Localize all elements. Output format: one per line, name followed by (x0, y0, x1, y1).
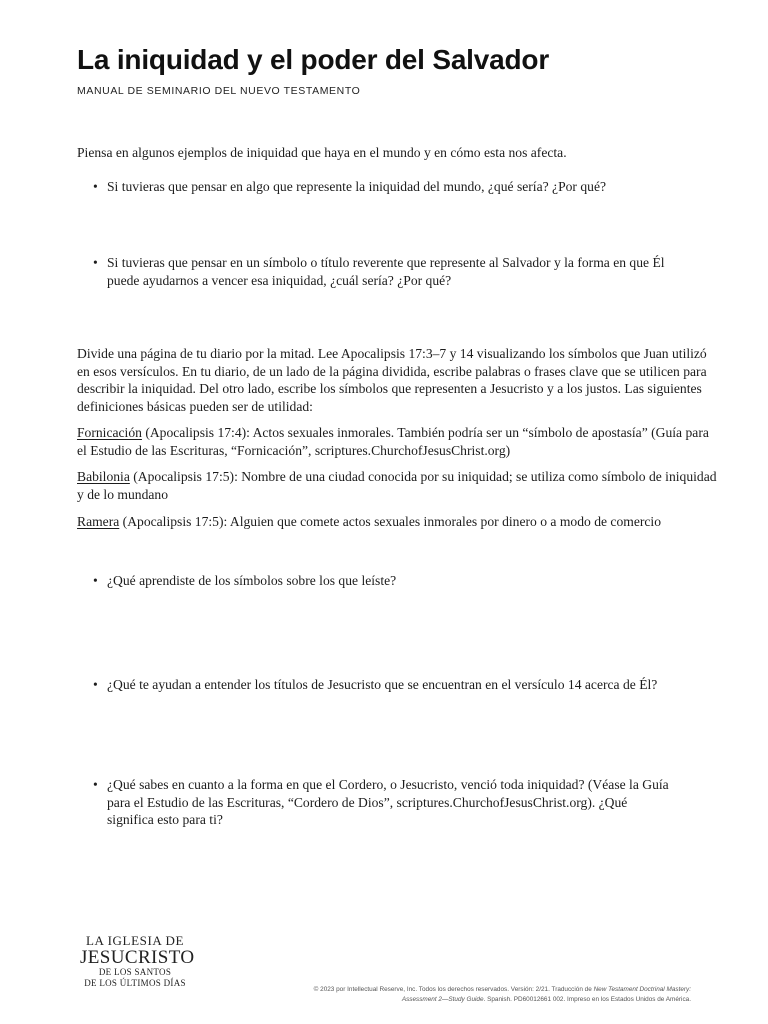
footer-text: © 2023 por Intellectual Reserve, Inc. Todos los derechos reservados. Versión: 2/21. Traducción de (313, 986, 594, 993)
intro-paragraph: Piensa en algunos ejemplos de iniquidad que haya en el mundo y en cómo esta nos afecta. (77, 145, 567, 160)
bullet-icon: • (93, 255, 98, 270)
definition-term: Babilonia (77, 469, 130, 484)
bullet-icon: • (93, 677, 98, 692)
page-title: La iniquidad y el poder del Salvador (77, 44, 550, 75)
instructions-paragraph: Divide una página de tu diario por la mitad. Lee Apocalipsis 17:3–7 y 14 visualizando los símbolos que Juan utilizó en esos versículos. En tu diario, de un lado de la página dividida, escribe palabras o frases clave que se utilicen para describir la iniquidad. Del otro lado, escribe los símbolos que representen a Jesucristo y a los justos. Las siguientes definiciones básicas pueden ser de utilidad: (77, 346, 707, 414)
footer-italic: New Testament Doctrinal Mastery: (593, 986, 691, 993)
logo-line: JESUCRISTO (80, 947, 195, 968)
manual-subtitle: MANUAL DE SEMINARIO DEL NUEVO TESTAMENTO (77, 85, 361, 97)
question-item (93, 676, 673, 694)
church-logo (80, 933, 195, 989)
definition-text: (Apocalipsis 17:5): Nombre de una ciudad conocida por su iniquidad; se utiliza como símbolo de iniquidad y de lo mundano (77, 469, 717, 502)
question-text: ¿Qué aprendiste de los símbolos sobre los que leíste? (107, 573, 397, 588)
logo-line: DE LOS ÚLTIMOS DÍAS (84, 978, 186, 988)
question-text: Si tuvieras que pensar en un símbolo o título reverente que represente al Salvador y la forma en que Él puede ayudarnos a vencer esa iniquidad, ¿cuál sería? ¿Por qué? (107, 255, 665, 288)
bullet-icon: • (93, 179, 98, 194)
definition-term: Ramera (77, 514, 120, 529)
question-text: ¿Qué te ayudan a entender los títulos de Jesucristo que se encuentran en el versículo 14 acerca de Él? (107, 677, 658, 692)
question-text: Si tuvieras que pensar en algo que represente la iniquidad del mundo, ¿qué sería? ¿Por qué? (107, 179, 607, 194)
footer-italic: Assessment 2—Study Guide (401, 996, 484, 1003)
definition-fornicacion (77, 424, 717, 459)
definition-babilonia (77, 468, 717, 503)
question-item (93, 254, 673, 289)
question-text: ¿Qué sabes en cuanto a la forma en que el Cordero, o Jesucristo, venció toda iniquidad? (Véase la Guía para el Estudio de las Escrituras, “Cordero de Dios”, scriptures.ChurchofJesusChrist.org). ¿Qué significa esto para ti? (107, 777, 669, 827)
copyright-footer (291, 985, 691, 1005)
definition-term: Fornicación (77, 425, 142, 440)
definition-ramera (77, 513, 717, 531)
question-item (93, 178, 673, 196)
bullet-icon: • (93, 573, 98, 588)
definition-text: (Apocalipsis 17:4): Actos sexuales inmorales. También podría ser un “símbolo de apostasía” (Guía para el Estudio de las Escrituras, “Fornicación”, scriptures.ChurchofJesusChrist.org) (77, 425, 709, 458)
question-item (93, 572, 673, 590)
question-item (93, 776, 673, 829)
logo-line: LA IGLESIA DE (85, 933, 185, 948)
footer-text: . Spanish. PD60012661 002. Impreso en los Estados Unidos de América. (483, 996, 691, 1003)
bullet-icon: • (93, 777, 98, 792)
logo-line: DE LOS SANTOS (98, 967, 172, 977)
definition-text: (Apocalipsis 17:5): Alguien que comete actos sexuales inmorales por dinero o a modo de comercio (119, 514, 661, 529)
